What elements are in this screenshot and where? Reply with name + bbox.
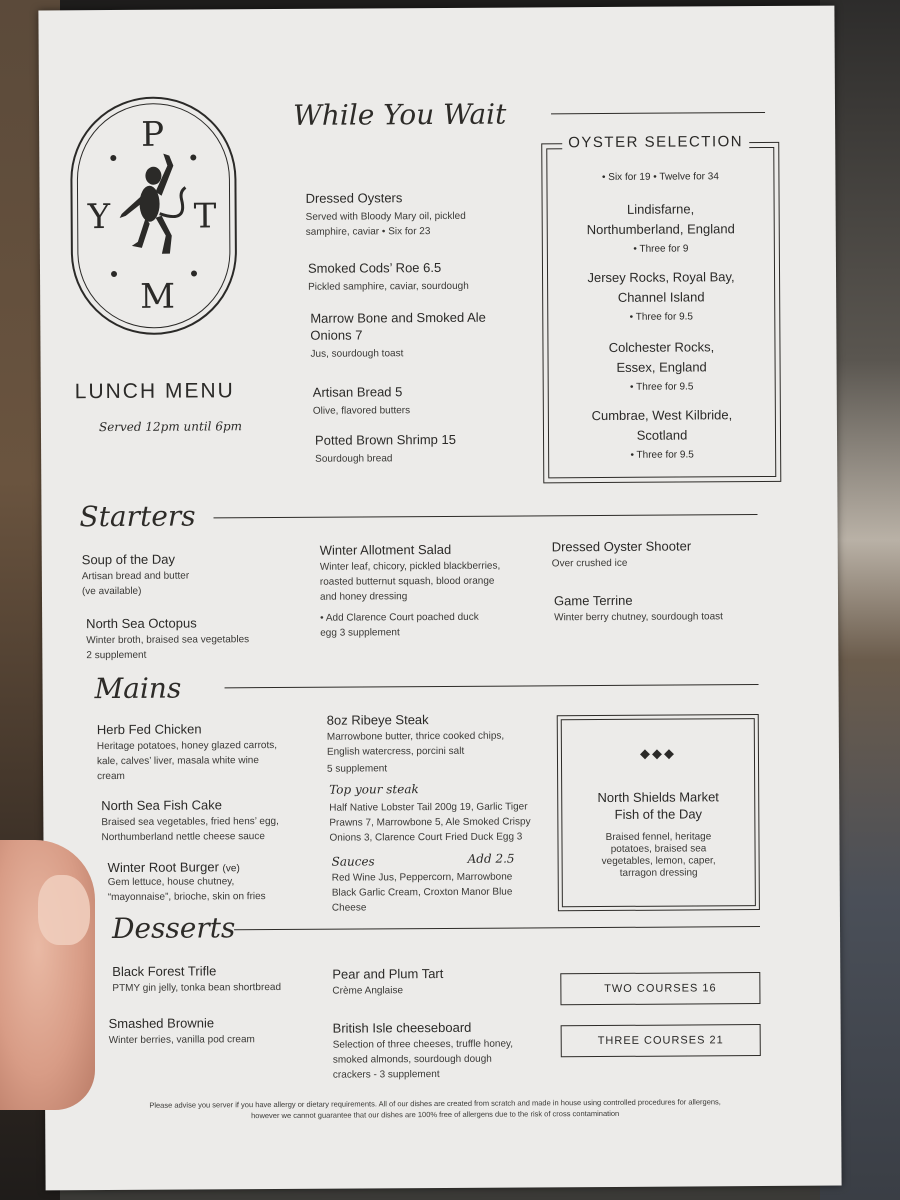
desserts-heading: Desserts bbox=[111, 911, 236, 946]
fish-of-day-title: Fish of the Day bbox=[614, 806, 703, 822]
menu-item: Winter Allotment Salad Winter leaf, chicory, pickled blackberries, roasted butternut squash, blood orange and honey dressing • Add Clarence Court poached duck egg 3 supplement bbox=[319, 541, 501, 639]
oyster-selection-title: OYSTER SELECTION bbox=[562, 133, 749, 151]
oyster-name: Cumbrae, West Kilbride, bbox=[591, 407, 733, 424]
diamond-ornament-icon: ◆◆◆ bbox=[639, 745, 676, 761]
menu-item: North Sea Octopus Winter broth, braised sea vegetables 2 supplement bbox=[86, 615, 250, 662]
oyster-price: • Three for 9.5 bbox=[630, 449, 694, 461]
oyster-price: • Three for 9.5 bbox=[629, 311, 693, 323]
oyster-name: Channel Island bbox=[617, 289, 705, 305]
menu-sheet bbox=[38, 6, 841, 1191]
fish-of-day-desc: Braised fennel, heritage bbox=[605, 831, 712, 843]
menu-item: Pear and Plum Tart Crème Anglaise bbox=[332, 965, 444, 997]
mains-heading: Mains bbox=[94, 671, 182, 706]
menu-item: Game Terrine Winter berry chutney, sourdough toast bbox=[553, 592, 723, 624]
menu-item: Artisan Bread 5 Olive, flavored butters bbox=[312, 384, 411, 417]
menu-item: North Sea Fish Cake Braised sea vegetables, fried hens’ egg, Northumberland nettle cheese sauce bbox=[101, 797, 279, 844]
oyster-name: Colchester Rocks, bbox=[608, 339, 715, 355]
oyster-name: Essex, England bbox=[616, 359, 707, 375]
menu-item: 8oz Ribeye Steak Marrowbone butter, thrice cooked chips, English watercress, porcini salt 5 supplement bbox=[326, 712, 505, 775]
oyster-name: Lindisfarne, bbox=[626, 201, 695, 217]
fish-of-day-desc: tarragon dressing bbox=[619, 867, 698, 879]
menu-item: Sauces Add 2.5 Red Wine Jus, Peppercorn, Marrowbone Black Garlic Cream, Croxton Manor Blue Cheese bbox=[331, 851, 515, 914]
logo-letter-p: P bbox=[141, 114, 165, 155]
three-courses-price: THREE COURSES 21 bbox=[561, 1024, 761, 1057]
logo-letter-y: Y bbox=[87, 197, 111, 238]
monkey-icon bbox=[119, 154, 186, 254]
menu-item: Herb Fed Chicken Heritage potatoes, honey glazed carrots, kale, calves’ liver, masala white wine cream bbox=[96, 721, 278, 783]
menu-item: Dressed Oysters Served with Bloody Mary oil, pickled samphire, caviar • Six for 23 bbox=[305, 190, 466, 238]
oyster-price: • Three for 9.5 bbox=[629, 381, 694, 393]
fish-of-the-day-box bbox=[557, 714, 760, 911]
oyster-price: • Three for 9 bbox=[633, 243, 689, 255]
thumbnail-highlight bbox=[38, 875, 90, 945]
menu-item: Potted Brown Shrimp 15 Sourdough bread bbox=[314, 431, 456, 465]
menu-item: Soup of the Day Artisan bread and butter (ve available) bbox=[81, 551, 190, 598]
oyster-selection-box bbox=[541, 133, 781, 483]
heading-rule bbox=[214, 514, 758, 518]
two-courses-price: TWO COURSES 16 bbox=[560, 972, 760, 1005]
oyster-offer: • Six for 19 • Twelve for 34 bbox=[601, 171, 719, 184]
fish-of-day-desc: potatoes, braised sea bbox=[610, 843, 707, 855]
menu-item: Dressed Oyster Shooter Over crushed ice bbox=[551, 538, 692, 570]
menu-item: Winter Root Burger (ve) Gem lettuce, house chutney, “mayonnaise”, brioche, skin on fries bbox=[107, 859, 266, 904]
service-hours: Served 12pm until 6pm bbox=[98, 419, 243, 435]
logo-letter-m: M bbox=[140, 276, 176, 317]
menu-item: Black Forest Trifle PTMY gin jelly, tonka bean shortbread bbox=[112, 963, 282, 995]
oyster-name: Northumberland, England bbox=[586, 221, 735, 238]
menu-title: LUNCH MENU bbox=[74, 379, 235, 404]
menu-item: Smashed Brownie Winter berries, vanilla pod cream bbox=[108, 1015, 255, 1047]
heading-rule bbox=[551, 112, 765, 114]
menu-item: Smoked Cods’ Roe 6.5 Pickled samphire, caviar, sourdough bbox=[307, 259, 469, 293]
oyster-name: Scotland bbox=[636, 427, 688, 443]
monkey-logo bbox=[69, 95, 238, 336]
logo-letter-t: T bbox=[193, 196, 217, 237]
starters-heading: Starters bbox=[79, 499, 196, 534]
fish-of-day-title: North Shields Market bbox=[597, 789, 719, 806]
oyster-name: Jersey Rocks, Royal Bay, bbox=[587, 269, 735, 286]
while-you-wait-heading: While You Wait bbox=[292, 97, 507, 132]
menu-item: Marrow Bone and Smoked Ale Onions 7 Jus, sourdough toast bbox=[310, 309, 486, 360]
fish-of-day-desc: vegetables, lemon, caper, bbox=[601, 855, 716, 868]
menu-item: Top your steak Half Native Lobster Tail 200g 19, Garlic Tiger Prawns 7, Marrowbone 5, Ale Smoked Crispy Onions 3, Clarence Court Fried Duck Egg 3 bbox=[329, 782, 531, 844]
heading-rule bbox=[234, 926, 760, 930]
allergy-notice: Please advise you server if you have allergy or dietary requirements. All of our dishes are created from scratch and made in house using controlled procedures for allergens, however we cannot guarantee that our dishes are 100% free of allergens due to the risk of cross contamination bbox=[149, 1097, 721, 1121]
menu-item: British Isle cheeseboard Selection of three cheeses, truffle honey, smoked almonds, sourdough dough crackers - 3 supplement bbox=[332, 1019, 514, 1081]
heading-rule bbox=[225, 684, 759, 688]
